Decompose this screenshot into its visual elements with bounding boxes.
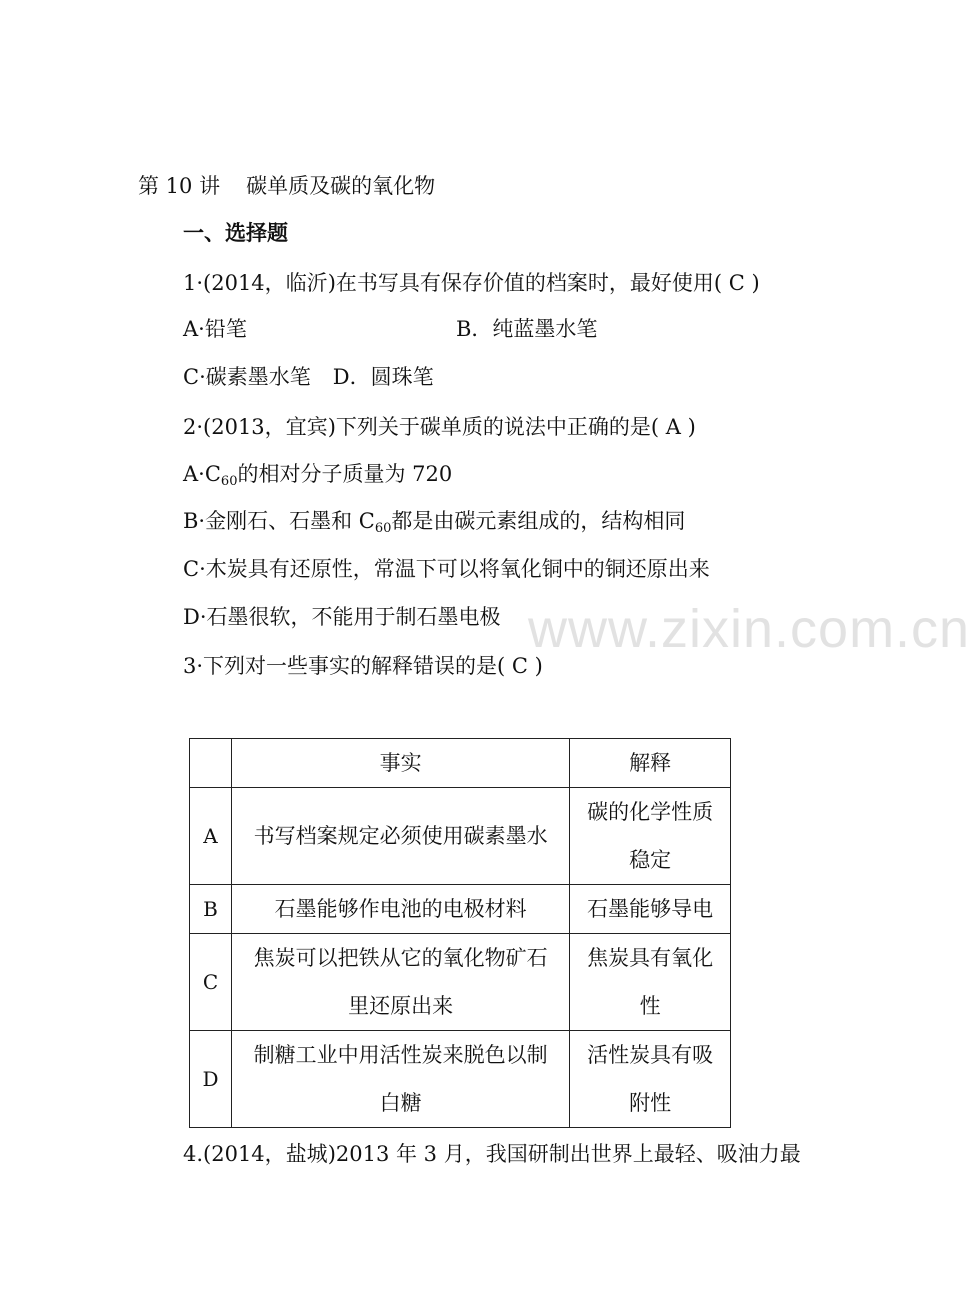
q2-option-a-sub: 60 bbox=[220, 474, 238, 489]
q1-options-cd bbox=[183, 364, 434, 390]
row-label: B bbox=[190, 885, 232, 934]
table-row bbox=[190, 934, 731, 1031]
q2-option-b-sub: 60 bbox=[374, 521, 392, 536]
question-4 bbox=[183, 1141, 801, 1167]
row-fact-line: 焦炭可以把铁从它的氧化物矿石 bbox=[253, 946, 548, 970]
row-fact-line: 白糖 bbox=[379, 1091, 422, 1115]
q2-option-b-pre: B·金刚石、石墨和 C bbox=[183, 509, 375, 533]
q2-option-b-post: 都是由碳元素组成的，结构相同 bbox=[391, 509, 686, 533]
q2-option-a-post: 的相对分子质量为 720 bbox=[237, 462, 453, 486]
q1-text: )在书写具有保存价值的档案时，最好使用( C ) bbox=[327, 271, 760, 295]
watermark: www.zixin.com.cn bbox=[528, 599, 970, 659]
row-fact-line: 石墨能够作电池的电极材料 bbox=[274, 897, 527, 921]
row-fact-line: 制糖工业中用活性炭来脱色以制 bbox=[253, 1043, 548, 1067]
q1-option-b: B．纯蓝墨水笔 bbox=[456, 317, 598, 341]
table-header-fact: 事实 bbox=[231, 739, 569, 788]
question-2 bbox=[183, 414, 696, 440]
row-explain-line: 活性炭具有吸 bbox=[587, 1043, 714, 1067]
q4-source: 盐城 bbox=[285, 1142, 328, 1166]
row-explain-line: 稳定 bbox=[629, 848, 672, 872]
q2-option-c: C·木炭具有还原性，常温下可以将氧化铜中的铜还原出来 bbox=[183, 557, 710, 581]
row-explain-line: 碳的化学性质 bbox=[587, 800, 714, 824]
row-label: A bbox=[190, 788, 232, 885]
lesson-heading bbox=[138, 173, 435, 199]
q2-source: 宜宾 bbox=[285, 415, 328, 439]
row-fact-line: 书写档案规定必须使用碳素墨水 bbox=[253, 824, 548, 848]
q1-option-d: D．圆珠笔 bbox=[332, 365, 434, 389]
lesson-title: 碳单质及碳的氧化物 bbox=[246, 174, 436, 198]
question-3: 3·下列对一些事实的解释错误的是( C ) bbox=[183, 654, 543, 678]
q2-option-b bbox=[183, 508, 685, 534]
table-header-blank bbox=[190, 739, 232, 788]
table-header-row bbox=[190, 739, 731, 788]
section-title: 一、选择题 bbox=[183, 221, 288, 245]
row-explain-line: 焦炭具有氧化 bbox=[587, 946, 714, 970]
facts-table bbox=[189, 738, 731, 1128]
q4-text: )2013 年 3 月，我国研制出世界上最轻、吸油力最 bbox=[327, 1142, 801, 1166]
table-header-explain: 解释 bbox=[570, 739, 731, 788]
table-row bbox=[190, 885, 731, 934]
row-explain-line: 附性 bbox=[629, 1091, 672, 1115]
q2-prefix: 2·(2013， bbox=[183, 415, 286, 439]
q2-text: )下列关于碳单质的说法中正确的是( A ) bbox=[327, 415, 696, 439]
question-1 bbox=[183, 270, 760, 296]
row-fact bbox=[231, 934, 569, 1031]
table-row bbox=[190, 788, 731, 885]
row-explain bbox=[570, 934, 731, 1031]
row-explain bbox=[570, 1031, 731, 1128]
lesson-number: 第 10 讲 bbox=[138, 174, 221, 198]
row-explain bbox=[570, 885, 731, 934]
q2-option-a bbox=[183, 461, 452, 487]
row-explain-line: 性 bbox=[639, 994, 661, 1018]
q1-option-c: C·碳素墨水笔 bbox=[183, 365, 311, 389]
row-fact bbox=[231, 788, 569, 885]
row-label: D bbox=[190, 1031, 232, 1128]
q2-option-d: D·石墨很软，不能用于制石墨电极 bbox=[183, 605, 501, 629]
q1-option-a: A·铅笔 bbox=[183, 317, 247, 341]
row-label: C bbox=[190, 934, 232, 1031]
q1-prefix: 1·(2014， bbox=[183, 271, 286, 295]
q1-source: 临沂 bbox=[285, 271, 328, 295]
q2-option-a-pre: A·C bbox=[183, 462, 221, 486]
row-fact-line: 里还原出来 bbox=[348, 994, 454, 1018]
table-row bbox=[190, 1031, 731, 1128]
row-fact bbox=[231, 885, 569, 934]
row-explain-line: 石墨能够导电 bbox=[587, 897, 714, 921]
q4-prefix: 4.(2014， bbox=[183, 1142, 286, 1166]
row-fact bbox=[231, 1031, 569, 1128]
row-explain bbox=[570, 788, 731, 885]
